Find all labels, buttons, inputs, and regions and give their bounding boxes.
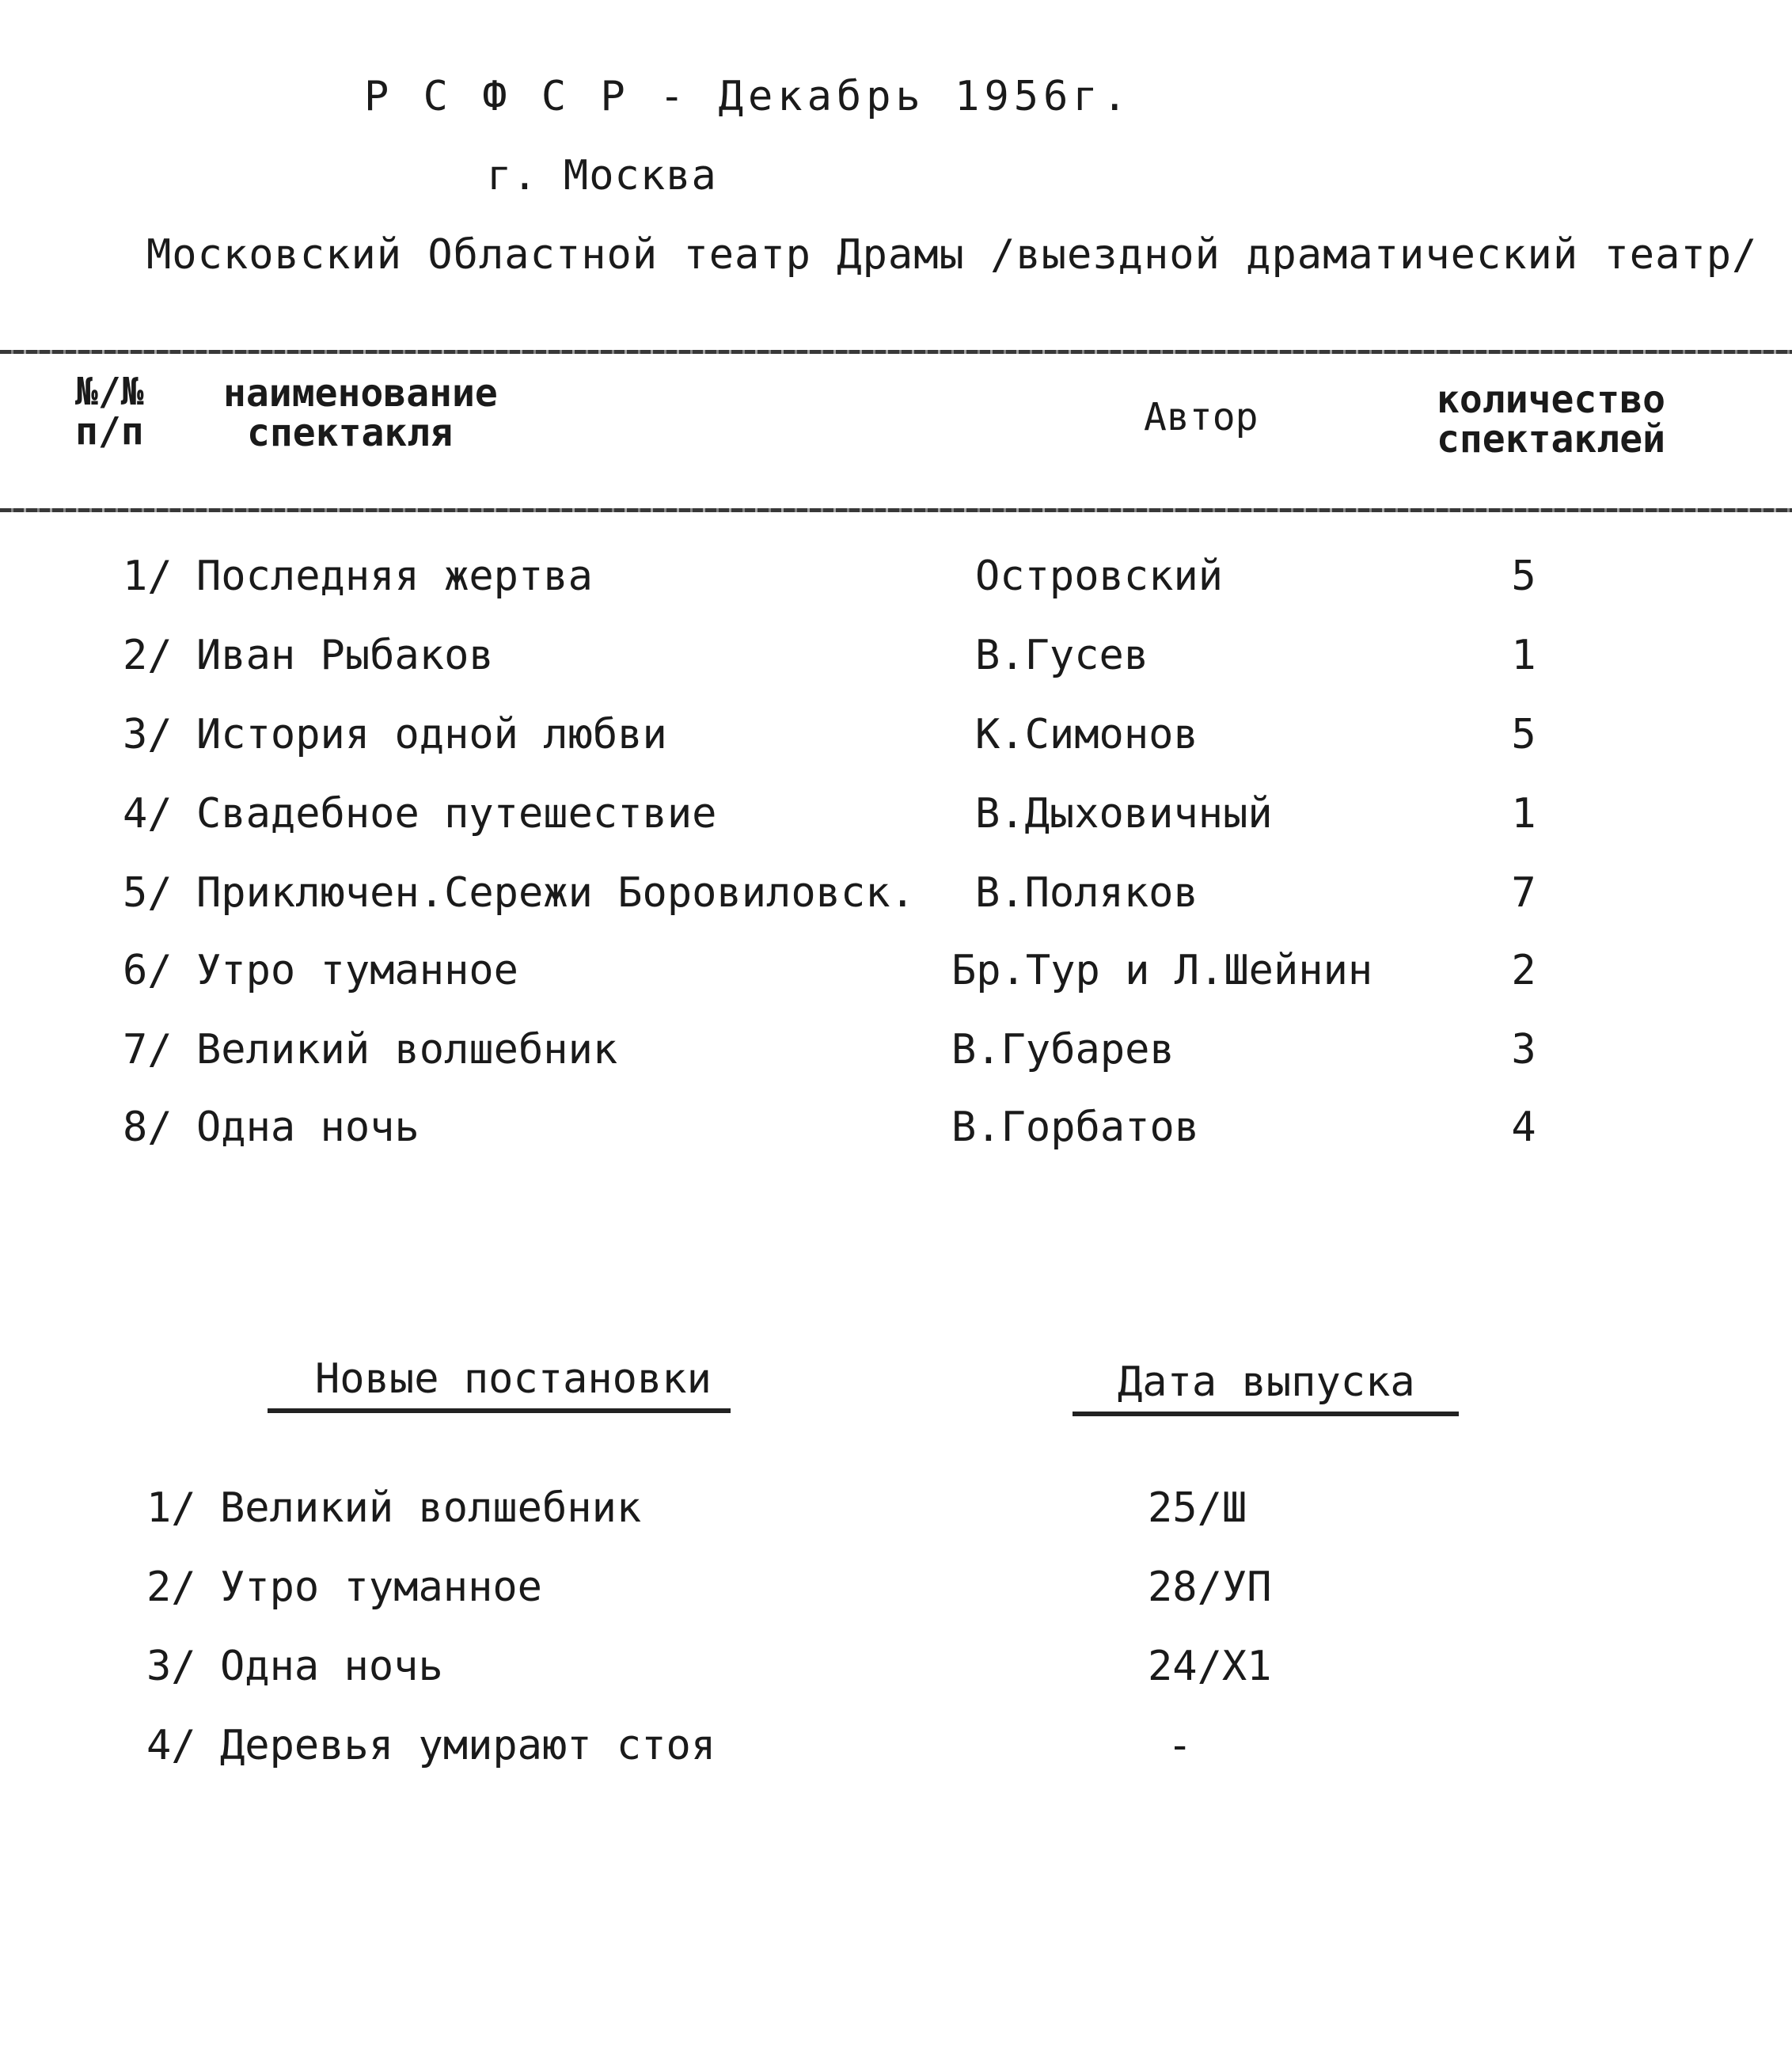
- row-author: В.Гусев: [975, 632, 1149, 679]
- new-production-number: 3/: [146, 1643, 196, 1690]
- release-date-heading: Дата выпуска: [1118, 1358, 1415, 1406]
- header-theatre-name: Московский Областной театр Драмы /выездной драматический театр/: [146, 231, 1758, 279]
- table-row: [0, 947, 1792, 1026]
- row-author: В.Поляков: [975, 869, 1198, 917]
- column-header-count: [1437, 378, 1665, 462]
- row-author: Островский: [975, 553, 1224, 600]
- table-row: [0, 790, 1792, 869]
- new-production-title: Утро туманное: [220, 1564, 542, 1611]
- new-productions-underline: [268, 1408, 731, 1413]
- row-title: История одной любви: [196, 711, 667, 758]
- row-author: Бр.Тур и Л.Шейнин: [951, 947, 1373, 994]
- new-production-date: 25/Ш: [1148, 1484, 1247, 1532]
- table-row: [0, 632, 1792, 711]
- new-production-number: 4/: [146, 1722, 196, 1769]
- column-header-count-line2: спектаклей: [1437, 417, 1665, 462]
- row-number: 3/: [123, 711, 173, 758]
- new-production-date: -: [1167, 1722, 1193, 1769]
- new-production-title: Великий волшебник: [220, 1484, 642, 1532]
- table-row: [0, 869, 1792, 948]
- new-production-number: 1/: [146, 1484, 196, 1532]
- table-row: [0, 1104, 1792, 1183]
- row-title: Иван Рыбаков: [196, 632, 494, 679]
- row-count: 3: [1511, 1026, 1536, 1073]
- table-top-rule: [0, 350, 1792, 354]
- table-row: [0, 1026, 1792, 1105]
- column-header-title-line2: спектакля: [247, 411, 454, 455]
- row-number: 8/: [123, 1104, 173, 1151]
- new-production-row: [0, 1722, 1792, 1801]
- new-production-title: Одна ночь: [220, 1643, 443, 1690]
- row-number: 4/: [123, 790, 173, 838]
- row-number: 7/: [123, 1026, 173, 1073]
- new-production-number: 2/: [146, 1564, 196, 1611]
- row-number: 2/: [123, 632, 173, 679]
- column-header-number: [75, 370, 144, 454]
- row-title: Утро туманное: [196, 947, 518, 994]
- row-count: 4: [1511, 1104, 1536, 1151]
- release-date-underline: [1073, 1412, 1459, 1416]
- row-number: 1/: [123, 553, 173, 600]
- column-header-number-line2: п/п: [75, 409, 144, 454]
- row-count: 1: [1511, 790, 1536, 838]
- row-count: 7: [1511, 869, 1536, 917]
- table-row: [0, 711, 1792, 790]
- new-production-row: [0, 1643, 1792, 1722]
- row-count: 5: [1511, 711, 1536, 758]
- table-header-bottom-rule: [0, 508, 1792, 512]
- column-header-number-line1: №/№: [75, 370, 144, 414]
- new-productions-heading: Новые постановки: [315, 1355, 712, 1403]
- row-title: Великий волшебник: [196, 1026, 618, 1073]
- row-count: 2: [1511, 947, 1536, 994]
- new-production-title: Деревья умирают стоя: [220, 1722, 716, 1769]
- row-number: 5/: [123, 869, 173, 917]
- row-title: Последняя жертва: [196, 553, 593, 600]
- row-author: К.Симонов: [975, 711, 1198, 758]
- header-city: г. Москва: [487, 152, 717, 199]
- row-author: В.Горбатов: [951, 1104, 1200, 1151]
- column-header-count-line1: количество: [1437, 378, 1665, 422]
- row-author: В.Дыховичный: [975, 790, 1273, 838]
- header-republic-date: Р С Ф С Р - Декабрь 1956г.: [364, 73, 1132, 120]
- column-header-title: [223, 371, 498, 455]
- column-header-title-line1: наименование: [223, 371, 498, 416]
- row-title: Одна ночь: [196, 1104, 420, 1151]
- table-row: [0, 553, 1792, 632]
- new-production-date: 24/Х1: [1148, 1643, 1272, 1690]
- row-count: 5: [1511, 553, 1536, 600]
- column-header-author: Автор: [1144, 395, 1259, 439]
- row-title: Приключен.Сережи Боровиловск.: [196, 869, 915, 917]
- row-number: 6/: [123, 947, 173, 994]
- new-production-date: 28/УП: [1148, 1564, 1272, 1611]
- row-title: Свадебное путешествие: [196, 790, 717, 838]
- new-production-row: [0, 1564, 1792, 1643]
- row-count: 1: [1511, 632, 1536, 679]
- new-production-row: [0, 1484, 1792, 1564]
- row-author: В.Губарев: [951, 1026, 1175, 1073]
